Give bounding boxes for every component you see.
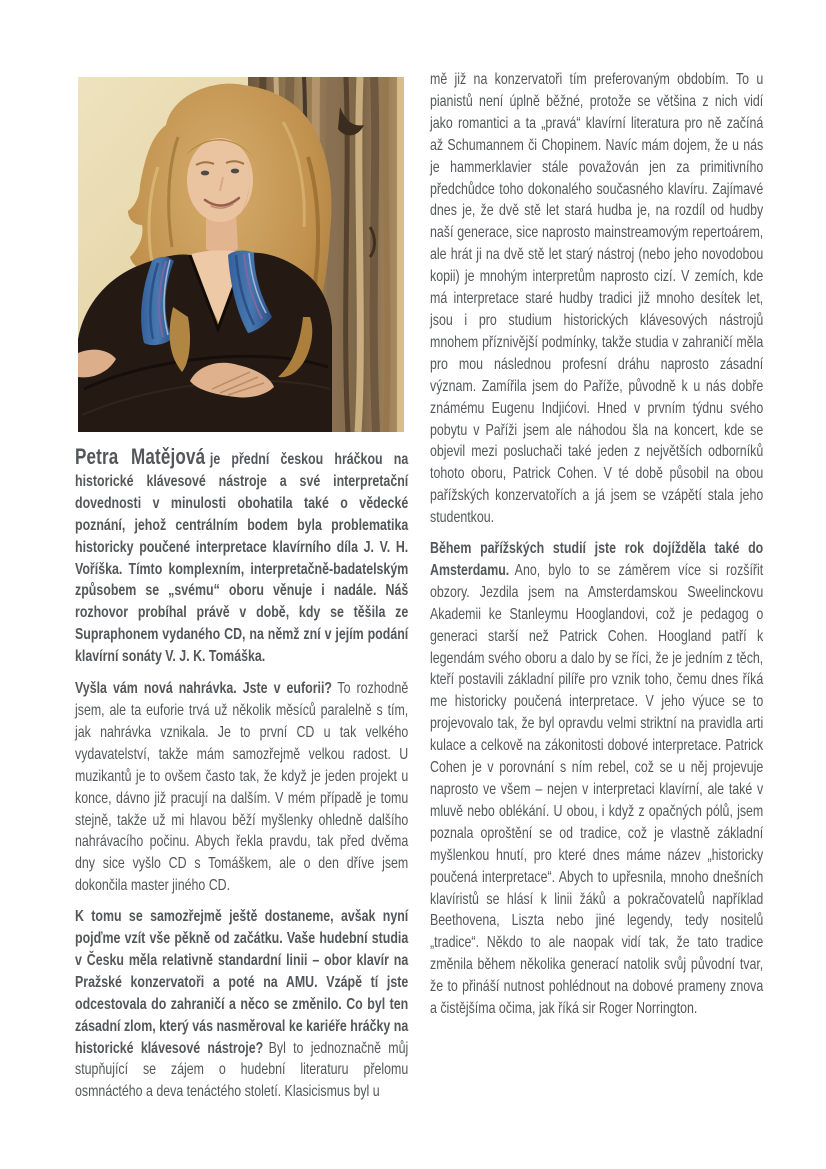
interview-answer: To rozhodně jsem, ale ta euforie trvá už několik měsíců paralelně s tím, jak nahrávka vznikala. Je to první CD u tak velkého vydavatelství, takže mám samozřejmě velkou radost. U muzikantů je to ovšem často tak, že když je jeden projekt u konce, dávno již pracují na dalším. V mém případě je tomu stejně, takže už mi hlavou běží myšlenky ohledně dalšího nahrávacího počinu. Abych řekla pravdu, tak před dvěma dny sice vyšlo CD s Tomáškem, ale o den dříve jsem dokončila master jiného CD. (75, 680, 409, 895)
interview-answer: mě již na konzervatoři tím preferovaným obdobím. To u pianistů není úplně běžné, protože se většina z nich vidí jako romantici a ta „pravá“ klavírní literatura pro ně začíná až Schumannem či Chopinem. Navíc mám dojem, že u nás je hammerklavier stále považován jen za primitivního předchůdce toho dokonalého současného klavíru. Zajímavé dnes je, že dvě stě let stará hudba je, na rozdíl od hudby naší generace, sice naprosto mainstreamovým repertoárem, ale hrát ji na dvě stě let starý nástroj (nebo jeho novodobou kopii) je mnohým interpretům naprosto cizí. V zemích, kde má interpretace staré hudby tradici již mnoho desítek let, jsou i pro studium historických klávesových nástrojů mnohem příznivější podmínky, takže studia v zahraničí měla pro mou následnou profesní dráhu naprosto zásadní význam. Zamířila jsem do Paříže, původně k u nás dobře známému Eugenu Indjićovi. Hned v prvním týdnu svého pobytu v Paříži jsem ale náhodou šla na koncert, kde se objevil mezi posluchači také jeden z největších odborníků tohoto oboru, Patrick Cohen. V té době působil na obou pařížských konzervatořích a já jsem se vzápětí stala jeho studentkou. (430, 71, 764, 527)
left-column (75, 446, 408, 1103)
right-column (430, 69, 763, 1020)
left-column-paragraphs (75, 678, 408, 1103)
interview-question: Během pařížských studií jste rok dojížděla také do Amsterdamu. (430, 540, 764, 579)
interview-answer: Byl to jednoznačně můj stupňující se zájem o hudební literaturu přelomu osmnáctého a deva tenáctého století. Klasicismus byl u (75, 1039, 409, 1101)
subject-name: Petra Matějová (75, 444, 206, 469)
interview-answer: Ano, bylo to se záměrem více si rozšířit obzory. Jezdila jsem na Amsterdamskou Sweelinckovu Akademii ke Stanleymu Hooglandovi, což je pedagog o generaci starší než Patrick Cohen. Hoogland patří k legendám svého oboru a dalo by se říci, že je jedním z těch, kteří postavili základní pilíře pro vznik toho, čemu dnes říká me historicky poučená interpretace. V jeho výuce se to projevovalo tak, že byl opravdu velmi striktní na pravidla arti kulace a celkově na zákonitosti dobové interpretace. Patrick Cohen je v porovnání s ním rebel, což se u něj projevuje naprosto ve všem – nejen v interpretaci klavírní, ale také v mluvě nebo oblékání. U obou, i když z opačných pólů, jsem poznala oproštění se od tradice, což je vlastně základní myšlenkou hnutí, pro které dnes máme název „historicky poučená interpretace“. Abych to upřesnila, mnoho dnešních klavíristů se hlásí k linii žáků a pokračovatelů například Beethovena, Liszta nebo jiné legendy, tedy nositelů „tradice“. Někdo to ale naopak vidí tak, že tato tradice změnila během několika generací natolik svůj původní tvar, že to přináší nutnost pohlédnout na dobové prameny znova a čistějšíma očima, jak říká sir Roger Norrington. (430, 561, 764, 1018)
qa-paragraph (430, 538, 763, 1020)
qa-paragraph (75, 906, 408, 1103)
qa-paragraph (75, 678, 408, 897)
interview-question: K tomu se samozřejmě ještě dostaneme, avšak nyní pojďme vzít vše pěkně od začátku. Vaše hudební studia v Česku měla relativně standardní linii – obor klavír na Pražské konzervatoři a poté na AMU. Vzápě tí jste odcestovala do zahraničí a něco se změnilo. Co byl ten zásadní zlom, který vás nasměroval ke kariéře hráčky na historické klávesové nástroje? (75, 908, 409, 1057)
intro-paragraph (75, 446, 408, 668)
portrait-illustration (78, 77, 404, 432)
interview-question: Vyšla vám nová nahrávka. Jste v euforii? (75, 680, 332, 698)
intro-text: je přední českou hráčkou na historické klávesové nástroje a své interpretační dovednosti v minulosti obohatila také o vědecké poznání, jehož centrálním bodem byla problematika historicky poučené interpretace klavírního díla J. V. H. Voříška. Tímto komplexním, interpretačně-badatelským způsobem se „svému“ oboru věnuje i nadále. Náš rozhovor probíhal právě v době, kdy se těšila ze Supraphonem vydaného CD, na němž zní v jejím podání klavírní sonáty V. J. K. Tomáška. (75, 451, 409, 666)
portrait-photo (78, 77, 404, 432)
qa-paragraph (430, 69, 763, 529)
